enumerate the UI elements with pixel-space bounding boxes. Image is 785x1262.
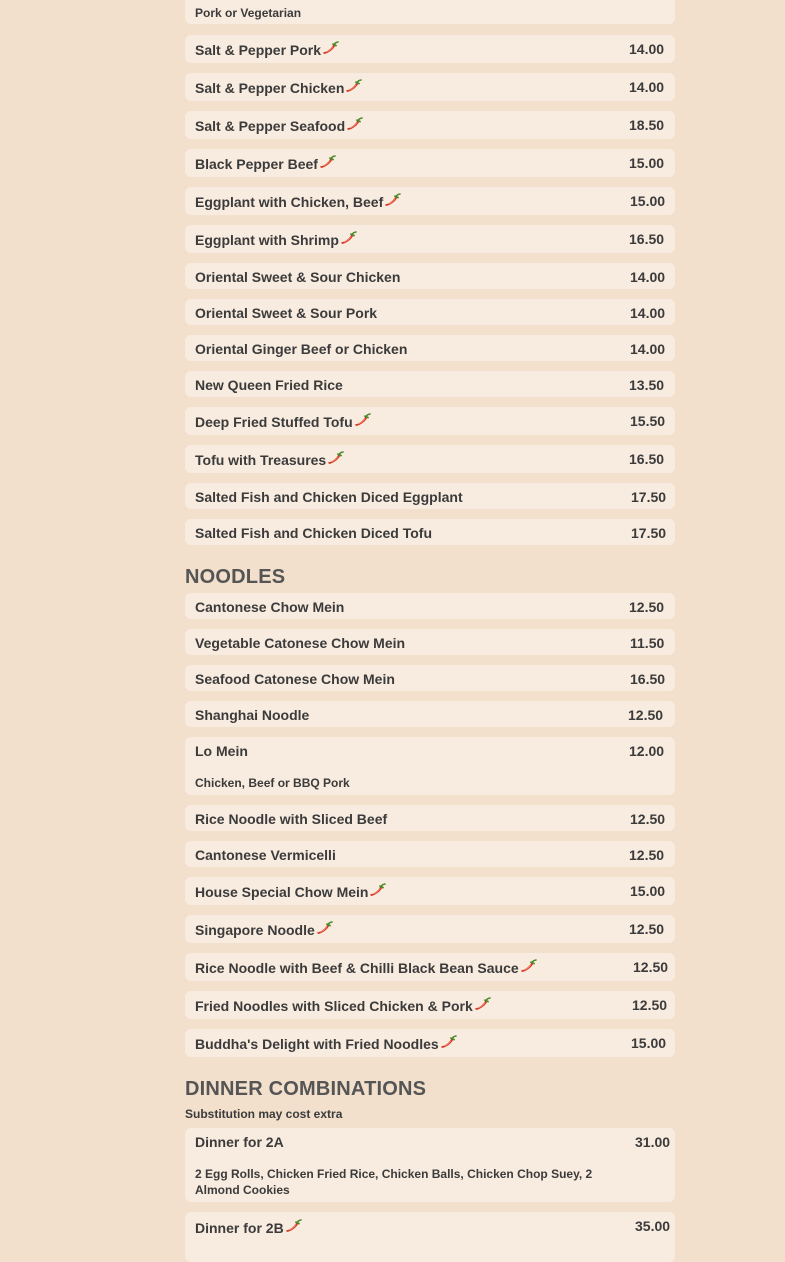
menu-item[interactable]	[185, 737, 675, 795]
item-price: 12.50	[629, 847, 665, 863]
menu-item[interactable]	[185, 629, 675, 655]
item-name: Deep Fried Stuffed Tofu	[195, 413, 353, 430]
menu-item[interactable]	[185, 841, 675, 867]
item-price: 18.50	[629, 117, 665, 133]
menu-item-partial[interactable]	[185, 0, 675, 24]
item-price: 15.00	[629, 155, 665, 171]
item-name: House Special Chow Mein	[195, 883, 369, 900]
chili-pepper-icon	[519, 959, 537, 976]
item-name: Fried Noodles with Sliced Chicken & Pork	[195, 997, 473, 1014]
menu-item[interactable]	[185, 519, 675, 545]
item-name: Shanghai Noodle	[195, 707, 310, 723]
menu-item[interactable]	[185, 1212, 675, 1262]
item-price: 14.00	[630, 341, 666, 357]
item-price: 12.50	[629, 921, 665, 937]
menu-item[interactable]	[185, 483, 675, 509]
item-name: Buddha's Delight with Fried Noodles	[195, 1035, 439, 1052]
menu-item[interactable]	[185, 1128, 675, 1202]
item-price: 14.00	[629, 79, 665, 95]
item-price: 15.00	[631, 1035, 667, 1051]
menu-item[interactable]	[185, 665, 675, 691]
menu-item[interactable]	[185, 805, 675, 831]
menu-item[interactable]	[185, 701, 675, 727]
item-name: Vegetable Catonese Chow Mein	[195, 635, 406, 651]
item-name: Lo Mein	[195, 743, 248, 759]
item-price: 16.50	[629, 451, 665, 467]
item-price: 12.00	[629, 743, 665, 759]
item-price: 14.00	[629, 41, 665, 57]
item-description: Pork or Vegetarian	[195, 6, 302, 20]
item-name: New Queen Fried Rice	[195, 377, 343, 393]
menu-item[interactable]	[185, 445, 675, 473]
chili-pepper-icon	[315, 921, 333, 938]
item-name: Salt & Pepper Chicken	[195, 79, 345, 96]
item-price: 15.00	[630, 193, 666, 209]
item-name: Tofu with Treasures	[195, 451, 327, 468]
menu-item[interactable]	[185, 335, 675, 361]
section-title-noodles: NOODLES	[185, 566, 286, 588]
item-name: Salt & Pepper Seafood	[195, 117, 346, 134]
item-price: 13.50	[629, 377, 665, 393]
item-price: 12.50	[632, 997, 668, 1013]
menu-item[interactable]	[185, 915, 675, 943]
item-price: 35.00	[635, 1218, 671, 1234]
item-name: Black Pepper Beef	[195, 155, 318, 172]
item-price: 12.50	[628, 707, 664, 723]
chili-pepper-icon	[339, 231, 357, 248]
item-name: Salted Fish and Chicken Diced Tofu	[195, 525, 432, 541]
menu-item[interactable]	[185, 877, 675, 905]
chili-pepper-icon	[318, 155, 336, 172]
item-price: 12.50	[630, 811, 666, 827]
item-name: Seafood Catonese Chow Mein	[195, 671, 395, 687]
chili-pepper-icon	[326, 451, 344, 468]
item-name: Cantonese Chow Mein	[195, 599, 345, 615]
item-price: 31.00	[635, 1134, 671, 1150]
item-name: Dinner for 2A	[195, 1134, 284, 1150]
menu-item[interactable]	[185, 371, 675, 397]
menu-item[interactable]	[185, 225, 675, 253]
chili-pepper-icon	[344, 79, 362, 96]
item-price: 17.50	[631, 525, 667, 541]
item-name: Salted Fish and Chicken Diced Eggplant	[195, 489, 463, 505]
chili-pepper-icon	[284, 1219, 302, 1236]
item-name: Eggplant with Shrimp	[195, 231, 339, 248]
chili-pepper-icon	[321, 41, 339, 58]
item-name: Dinner for 2B	[195, 1219, 284, 1236]
chili-pepper-icon	[473, 997, 491, 1014]
item-price: 12.50	[629, 599, 665, 615]
section-title-dinner-combinations: DINNER COMBINATIONS	[185, 1078, 427, 1100]
item-name: Rice Noodle with Sliced Beef	[195, 811, 388, 827]
menu-item[interactable]	[185, 35, 675, 63]
item-name: Oriental Ginger Beef or Chicken	[195, 341, 408, 357]
item-price: 11.50	[630, 635, 665, 651]
menu-item[interactable]	[185, 1029, 675, 1057]
menu-item[interactable]	[185, 73, 675, 101]
item-price: 16.50	[630, 671, 666, 687]
menu-item[interactable]	[185, 187, 675, 215]
chili-pepper-icon	[345, 117, 363, 134]
item-price: 14.00	[630, 269, 666, 285]
item-name: Oriental Sweet & Sour Pork	[195, 305, 378, 321]
menu-item[interactable]	[185, 111, 675, 139]
menu-item[interactable]	[185, 299, 675, 325]
chili-pepper-icon	[439, 1035, 457, 1052]
menu-item[interactable]	[185, 149, 675, 177]
item-name: Singapore Noodle	[195, 921, 315, 938]
item-name: Cantonese Vermicelli	[195, 847, 336, 863]
item-price: 16.50	[629, 231, 665, 247]
chili-pepper-icon	[383, 193, 401, 210]
item-name: Eggplant with Chicken, Beef	[195, 193, 384, 210]
item-price: 15.50	[630, 413, 666, 429]
item-price: 15.00	[630, 883, 666, 899]
section-note: Substitution may cost extra	[185, 1107, 343, 1121]
item-price: 14.00	[630, 305, 666, 321]
item-name: Salt & Pepper Pork	[195, 41, 322, 58]
item-name: Oriental Sweet & Sour Chicken	[195, 269, 401, 285]
menu-item[interactable]	[185, 991, 675, 1019]
menu-item[interactable]	[185, 263, 675, 289]
chili-pepper-icon	[368, 883, 386, 900]
menu-item[interactable]	[185, 953, 675, 981]
menu-item[interactable]	[185, 407, 675, 435]
item-price: 17.50	[631, 489, 667, 505]
menu-item[interactable]	[185, 593, 675, 619]
chili-pepper-icon	[353, 413, 371, 430]
item-name: Rice Noodle with Beef & Chilli Black Bean Sauce	[195, 959, 519, 976]
item-description: Chicken, Beef or BBQ Pork	[195, 776, 350, 790]
item-description: 2 Egg Rolls, Chicken Fried Rice, Chicken Balls, Chicken Chop Suey, 2 Almond Cookies	[195, 1167, 593, 1197]
item-price: 12.50	[633, 959, 669, 975]
